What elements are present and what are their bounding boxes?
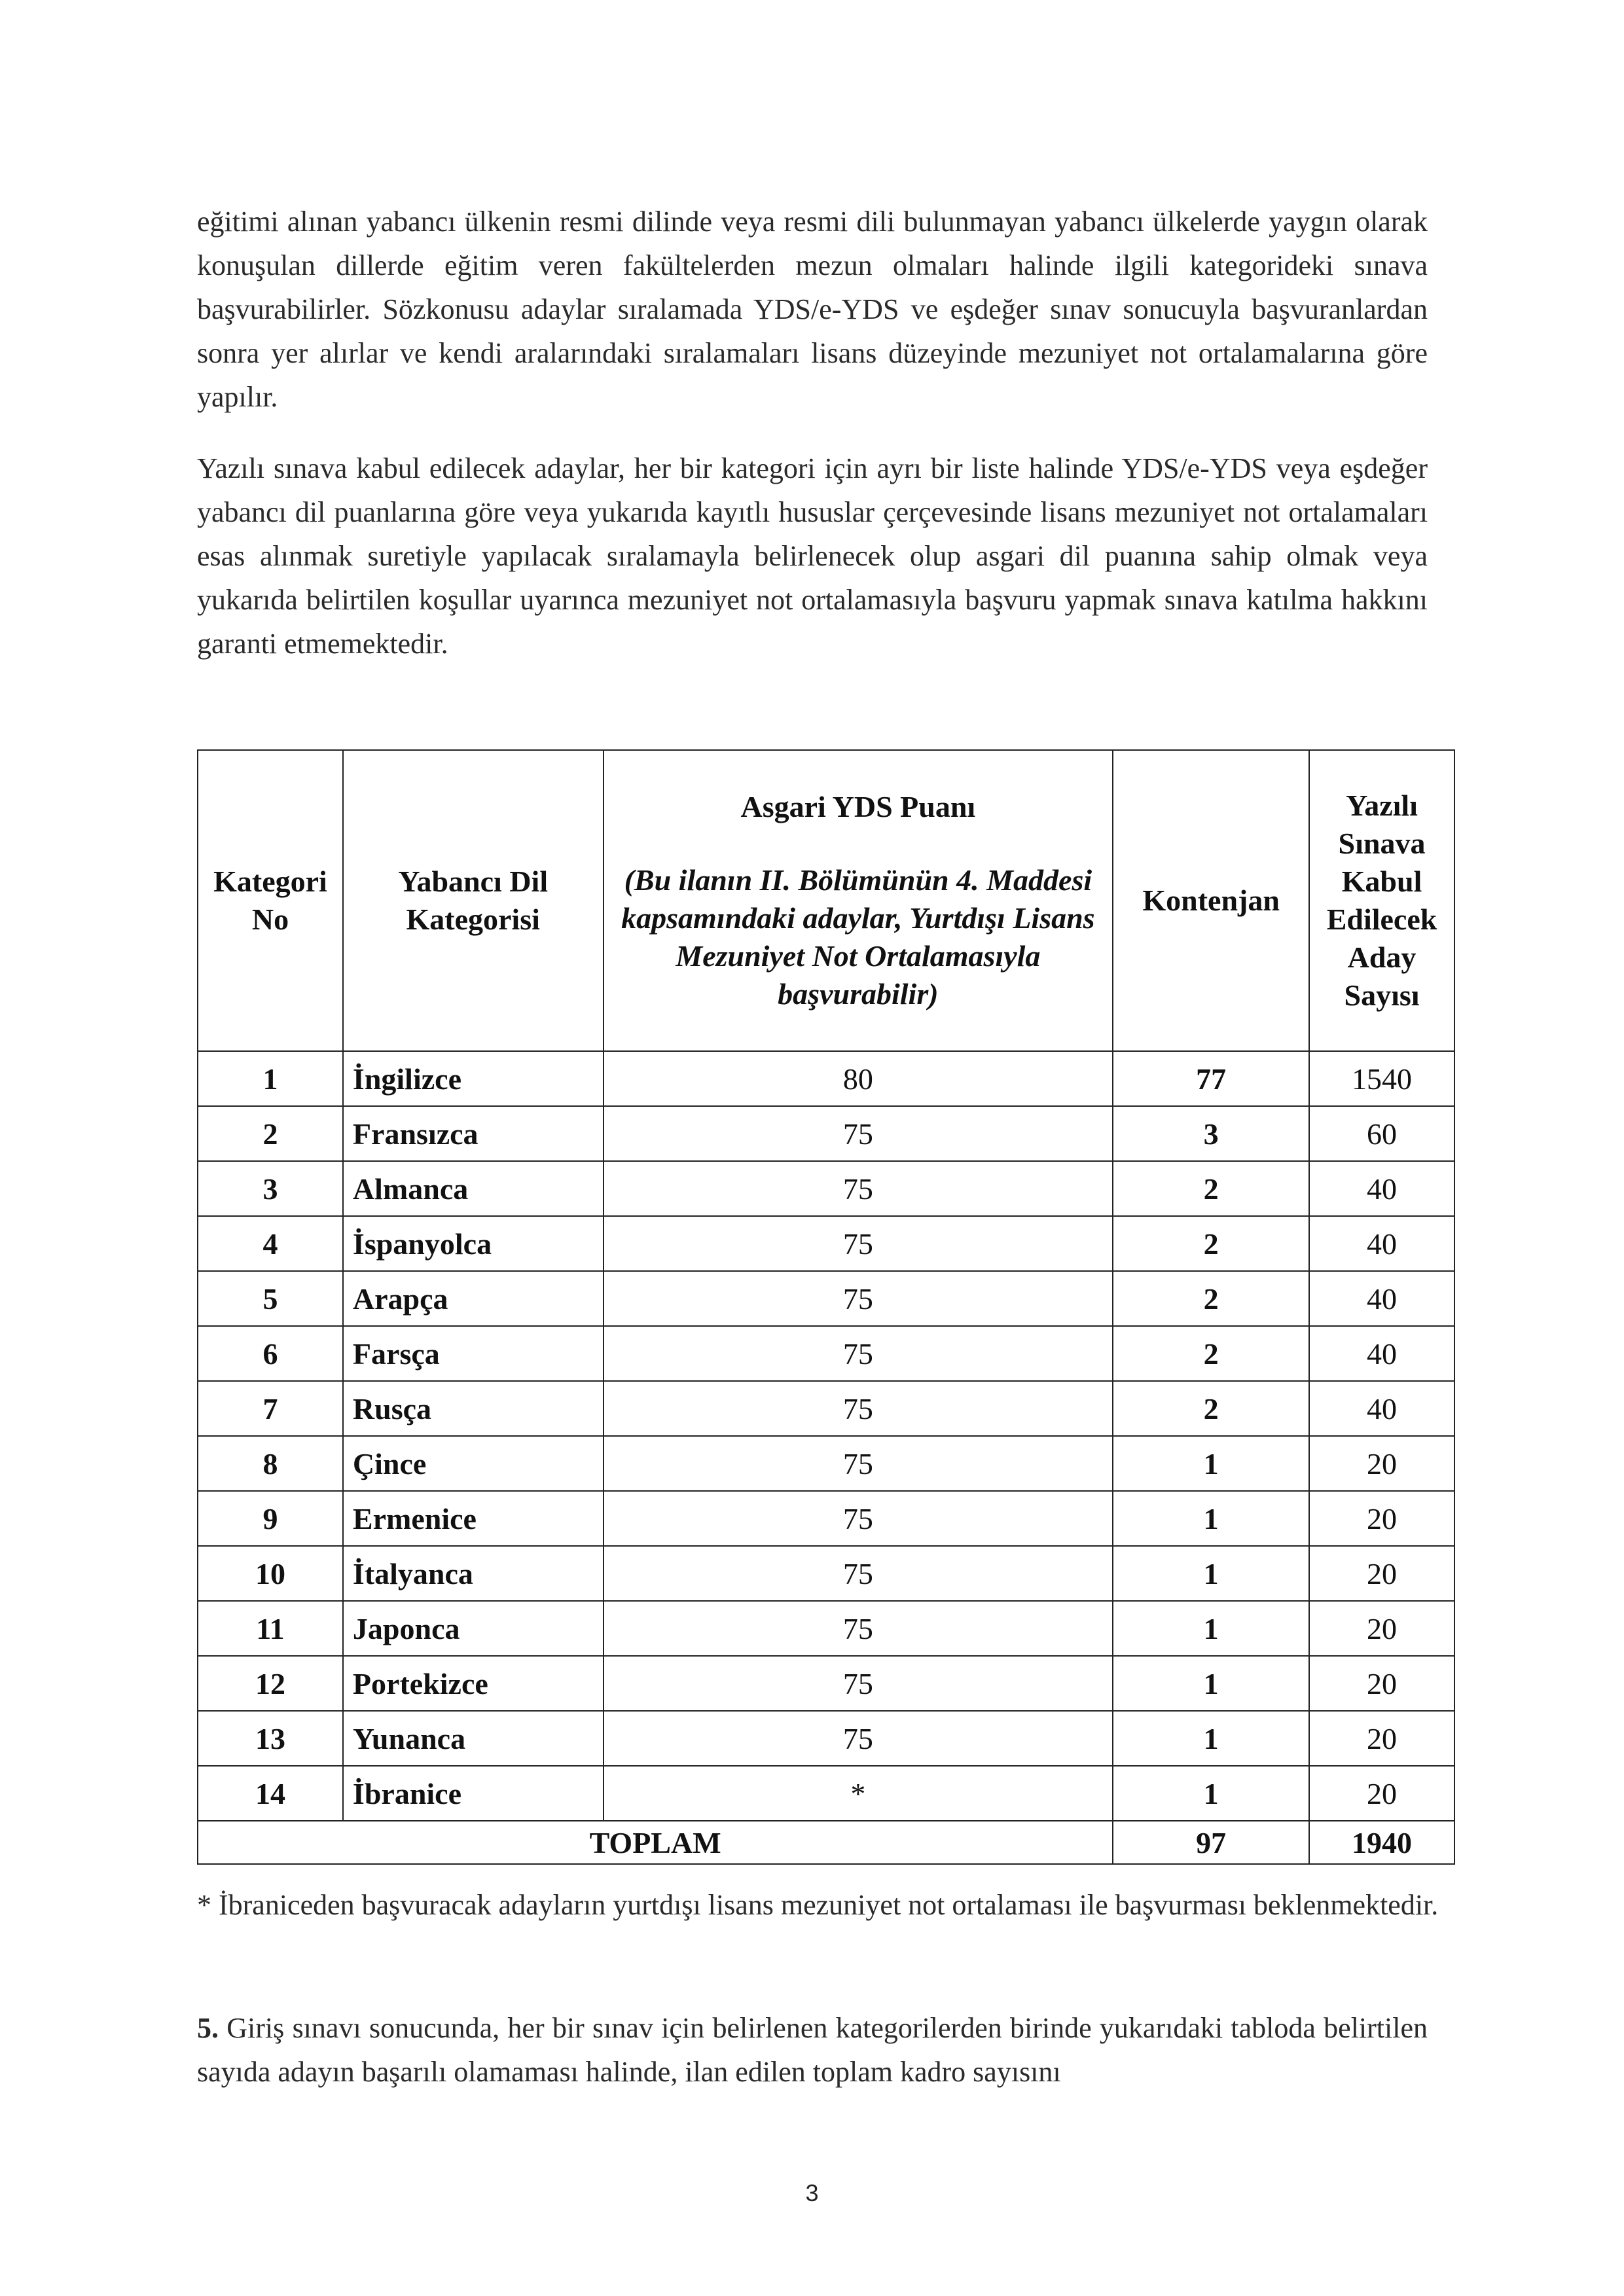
cell-language: İspanyolca [343,1216,604,1271]
cell-min-yds-score: 75 [604,1106,1113,1161]
cell-quota: 2 [1113,1161,1309,1216]
table-footnote: * İbraniceden başvuracak adayların yurtdışı lisans mezuniyet not ortalaması ile başvurması beklenmektedir. [197,1889,1439,1921]
cell-quota: 1 [1113,1491,1309,1546]
section-5-text: Giriş sınavı sonucunda, her bir sınav için belirlenen kategorilerden birinde yukarıdaki tabloda belirtilen sayıda adayın başarılı olamaması halinde, ilan edilen toplam kadro sayısını [197,2012,1428,2088]
table-row [198,1546,1454,1601]
cell-quota: 1 [1113,1656,1309,1711]
cell-candidate-count: 1540 [1309,1051,1454,1106]
section-number: 5. [197,2012,219,2044]
cell-min-yds-score: 75 [604,1711,1113,1766]
cell-candidate-count: 40 [1309,1271,1454,1326]
cell-min-yds-score: 75 [604,1161,1113,1216]
cell-language: Çince [343,1436,604,1491]
header-language-category: Yabancı Dil Kategorisi [343,750,604,1051]
total-quota: 97 [1113,1821,1309,1864]
cell-language: Farsça [343,1326,604,1381]
total-candidate-count: 1940 [1309,1821,1454,1864]
paragraph-section-5 [197,2006,1428,2094]
header-candidate-count: Yazılı Sınava Kabul Edilecek Aday Sayısı [1309,750,1454,1051]
table-body [198,1051,1454,1821]
cell-quota: 2 [1113,1216,1309,1271]
cell-category-no: 7 [198,1381,343,1436]
cell-min-yds-score: 75 [604,1216,1113,1271]
cell-language: İngilizce [343,1051,604,1106]
paragraph-ranking: Yazılı sınava kabul edilecek adaylar, her bir kategori için ayrı bir liste halinde YDS/e-YDS veya eşdeğer yabancı dil puanlarına göre veya yukarıda kayıtlı hususlar çerçevesinde lisans mezuniyet not ortalamaları esas alınmak suretiyle yapılacak sıralamayla belirlenecek olup asgari dil puanına sahip olmak veya yukarıda belirtilen koşullar uyarınca mezuniyet not ortalamasıyla başvuru yapmak sınava katılma hakkını garanti etmemektedir. [197,452,1428,660]
cell-min-yds-score: 75 [604,1381,1113,1436]
cell-category-no: 10 [198,1546,343,1601]
cell-candidate-count: 60 [1309,1106,1454,1161]
cell-min-yds-score: 75 [604,1271,1113,1326]
table-row [198,1436,1454,1491]
table-header-row [198,750,1454,1051]
cell-quota: 1 [1113,1601,1309,1656]
cell-category-no: 5 [198,1271,343,1326]
cell-quota: 2 [1113,1326,1309,1381]
cell-language: Arapça [343,1271,604,1326]
cell-language: Fransızca [343,1106,604,1161]
cell-candidate-count: 20 [1309,1601,1454,1656]
cell-candidate-count: 20 [1309,1491,1454,1546]
table-row [198,1711,1454,1766]
cell-category-no: 3 [198,1161,343,1216]
cell-category-no: 13 [198,1711,343,1766]
cell-category-no: 11 [198,1601,343,1656]
cell-min-yds-score: 75 [604,1656,1113,1711]
table-row [198,1381,1454,1436]
table-row [198,1271,1454,1326]
header-yds-note: (Bu ilanın II. Bölümünün 4. Maddesi kapsamındaki adaylar, Yurtdışı Lisans Mezuniyet Not Ortalamasıyla başvurabilir) [621,863,1095,1011]
cell-category-no: 9 [198,1491,343,1546]
cell-candidate-count: 20 [1309,1711,1454,1766]
cell-quota: 2 [1113,1381,1309,1436]
table-row [198,1216,1454,1271]
paragraph-intro: eğitimi alınan yabancı ülkenin resmi dilinde veya resmi dili bulunmayan yabancı ülkelerde yaygın olarak konuşulan dillerde eğitim veren fakültelerden mezun olmaları halinde ilgili kategorideki sınava başvurabilirler. Sözkonusu adaylar sıralamada YDS/e-YDS ve eşdeğer sınav sonucuyla başvuranlardan sonra yer alırlar ve kendi aralarındaki sıralamaları lisans düzeyinde mezuniyet not ortalamalarına göre yapılır. [197,206,1428,413]
cell-quota: 2 [1113,1271,1309,1326]
cell-candidate-count: 40 [1309,1216,1454,1271]
total-label: TOPLAM [198,1821,1113,1864]
cell-quota: 3 [1113,1106,1309,1161]
header-min-yds-score [604,750,1113,1051]
cell-language: Japonca [343,1601,604,1656]
cell-min-yds-score: * [604,1766,1113,1821]
table-row [198,1766,1454,1821]
header-yds-title: Asgari YDS Puanı [740,790,976,823]
cell-min-yds-score: 75 [604,1436,1113,1491]
cell-category-no: 1 [198,1051,343,1106]
cell-candidate-count: 40 [1309,1381,1454,1436]
cell-category-no: 6 [198,1326,343,1381]
cell-language: Yunanca [343,1711,604,1766]
cell-language: Almanca [343,1161,604,1216]
table-row [198,1601,1454,1656]
cell-category-no: 8 [198,1436,343,1491]
page-number: 3 [805,2179,819,2206]
cell-category-no: 14 [198,1766,343,1821]
table-total-row [198,1821,1454,1864]
cell-min-yds-score: 75 [604,1546,1113,1601]
cell-candidate-count: 20 [1309,1656,1454,1711]
cell-min-yds-score: 80 [604,1051,1113,1106]
quota-table [197,749,1455,1865]
cell-candidate-count: 20 [1309,1766,1454,1821]
cell-min-yds-score: 75 [604,1326,1113,1381]
cell-min-yds-score: 75 [604,1601,1113,1656]
table-row [198,1326,1454,1381]
cell-quota: 1 [1113,1436,1309,1491]
header-category-no: Kategori No [198,750,343,1051]
cell-quota: 1 [1113,1711,1309,1766]
cell-language: İbranice [343,1766,604,1821]
cell-category-no: 2 [198,1106,343,1161]
table-row [198,1051,1454,1106]
cell-category-no: 12 [198,1656,343,1711]
cell-quota: 77 [1113,1051,1309,1106]
header-quota: Kontenjan [1113,750,1309,1051]
cell-candidate-count: 20 [1309,1436,1454,1491]
cell-candidate-count: 40 [1309,1326,1454,1381]
table-row [198,1491,1454,1546]
cell-language: Ermenice [343,1491,604,1546]
table-row [198,1106,1454,1161]
cell-quota: 1 [1113,1766,1309,1821]
cell-category-no: 4 [198,1216,343,1271]
cell-language: Portekizce [343,1656,604,1711]
cell-min-yds-score: 75 [604,1491,1113,1546]
table-row [198,1656,1454,1711]
cell-language: Rusça [343,1381,604,1436]
cell-candidate-count: 20 [1309,1546,1454,1601]
cell-language: İtalyanca [343,1546,604,1601]
cell-candidate-count: 40 [1309,1161,1454,1216]
table-row [198,1161,1454,1216]
cell-quota: 1 [1113,1546,1309,1601]
